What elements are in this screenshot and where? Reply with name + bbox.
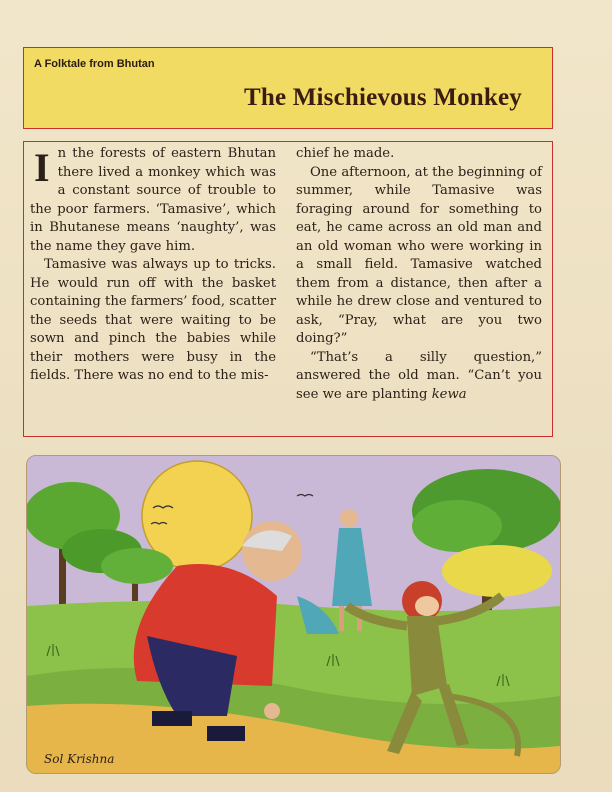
paragraph-text: n the forests of eastern Bhutan there lived a monkey which was a constant source of trouble to the poor farmers. ‘Tamasive’, which in Bhutanese means ‘naughty’, was the name they gave him. <box>30 146 276 254</box>
italic-word: kewa <box>431 386 467 402</box>
paragraph-text: “That’s a silly question,” answered the old man. “Can’t you see we are planting <box>296 349 542 402</box>
illustration-scene <box>27 456 560 773</box>
story-kicker: A Folktale from Bhutan <box>34 58 155 70</box>
paragraph <box>296 349 542 405</box>
story-title: The Mischievous Monkey <box>243 84 522 111</box>
left-column <box>30 145 276 435</box>
paragraph: Tamasive was always up to tricks. He would run off with the basket containing the farmers’ food, scatter the seeds that were waiting to be sown and pinch the babies while their mothers were busy in the fields. There was no end to the mis- <box>30 257 276 383</box>
story-text-box <box>23 141 553 437</box>
paragraph: One afternoon, at the beginning of summer, while Tamasive was foraging around for something to eat, he came across an old man and an old woman who were working in a small field. Tamasive watched them from a distance, then after a while he drew close and ventured to ask, “Pray, what are you two doing?” <box>296 164 542 346</box>
paragraph <box>30 145 276 256</box>
artist-signature: Sol Krishna <box>44 752 115 766</box>
story-header <box>23 47 553 129</box>
drop-cap: I <box>34 145 50 190</box>
right-column <box>296 145 542 435</box>
paragraph: chief he made. <box>296 146 395 161</box>
story-illustration <box>26 455 561 774</box>
